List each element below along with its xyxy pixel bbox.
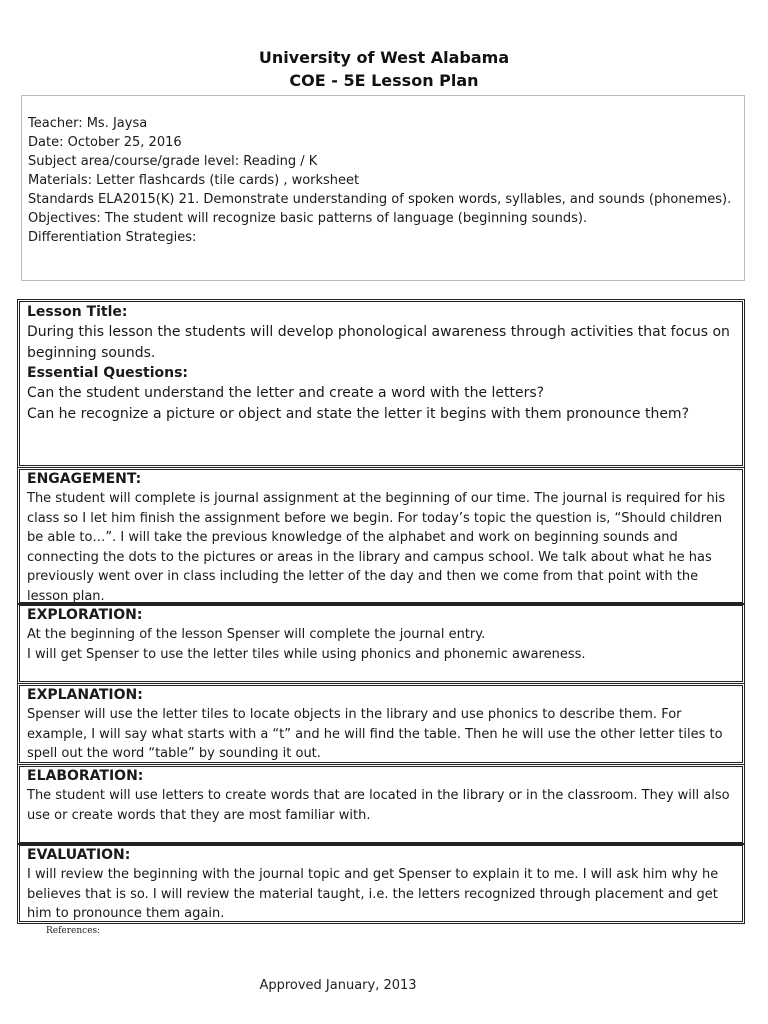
evaluation-text: I will review the beginning with the journal topic and get Spenser to explain it to me. I will ask him why he believes that is so. I will review the material taught, i.e. the letters recognized through placement and get him to pronounce them again. bbox=[27, 867, 719, 921]
essential-questions-label: Essential Questions: bbox=[27, 365, 189, 381]
exploration-line-1: At the beginning of the lesson Spenser will complete the journal entry. bbox=[27, 627, 486, 642]
exploration-section bbox=[17, 603, 745, 684]
approved-date: Approved January, 2013 bbox=[259, 978, 417, 993]
elaboration-label: ELABORATION: bbox=[27, 768, 144, 784]
document-title: University of West Alabama bbox=[258, 48, 510, 67]
evaluation-label: EVALUATION: bbox=[27, 847, 131, 863]
explanation-label: EXPLANATION: bbox=[27, 687, 143, 703]
standards-line: Standards ELA2015(K) 21. Demonstrate understanding of spoken words, syllables, and sounds (phonemes). bbox=[28, 192, 732, 207]
evaluation-section bbox=[17, 843, 745, 924]
lesson-title-label: Lesson Title: bbox=[27, 304, 128, 320]
exploration-label: EXPLORATION: bbox=[27, 607, 143, 623]
teacher-line: Teacher: Ms. Jaysa bbox=[28, 116, 148, 131]
explanation-section bbox=[17, 683, 745, 765]
explanation-text: Spenser will use the letter tiles to locate objects in the library and use phonics to describe them. For example, I will say what starts with a “t” and he will find the table. Then he will use the other letter tiles to spell out the word “table” by sounding it out. bbox=[27, 707, 723, 761]
references-label: References: bbox=[46, 926, 101, 936]
elaboration-text: The student will use letters to create words that are located in the library or in the classroom. They will also use or create words that they are most familiar with. bbox=[27, 788, 730, 823]
date-line: Date: October 25, 2016 bbox=[28, 135, 182, 150]
lesson-title-text: During this lesson the students will develop phonological awareness through activities that focus on beginning sounds. bbox=[27, 324, 730, 361]
lesson-title-section bbox=[17, 299, 745, 468]
engagement-text: The student will complete is journal assignment at the beginning of our time. The journal is required for his class so I let him finish the assignment before we begin. For today’s topic the question is, “Should children be able to…”. I will take the previous knowledge of the alphabet and work on beginning sounds and connecting the dots to the pictures or areas in the library and campus school. We talk about what he has previously went over in class including the letter of the day and then we come from that point with the lesson plan. bbox=[27, 491, 726, 604]
subject-line: Subject area/course/grade level: Reading / K bbox=[28, 154, 318, 169]
essential-question-1: Can the student understand the letter and create a word with the letters? bbox=[27, 385, 545, 401]
differentiation-line: Differentiation Strategies: bbox=[28, 230, 197, 245]
document-subtitle: COE - 5E Lesson Plan bbox=[289, 71, 479, 90]
engagement-label: ENGAGEMENT: bbox=[27, 471, 142, 487]
materials-line: Materials: Letter flashcards (tile cards) , worksheet bbox=[28, 173, 360, 188]
essential-question-2: Can he recognize a picture or object and state the letter it begins with them pronounce them? bbox=[27, 405, 689, 422]
engagement-section bbox=[17, 467, 745, 605]
elaboration-section bbox=[17, 764, 745, 845]
objectives-line: Objectives: The student will recognize basic patterns of language (beginning sounds). bbox=[28, 211, 588, 226]
exploration-line-2: I will get Spenser to use the letter tiles while using phonics and phonemic awareness. bbox=[27, 646, 586, 662]
lesson-info-box bbox=[21, 95, 745, 281]
